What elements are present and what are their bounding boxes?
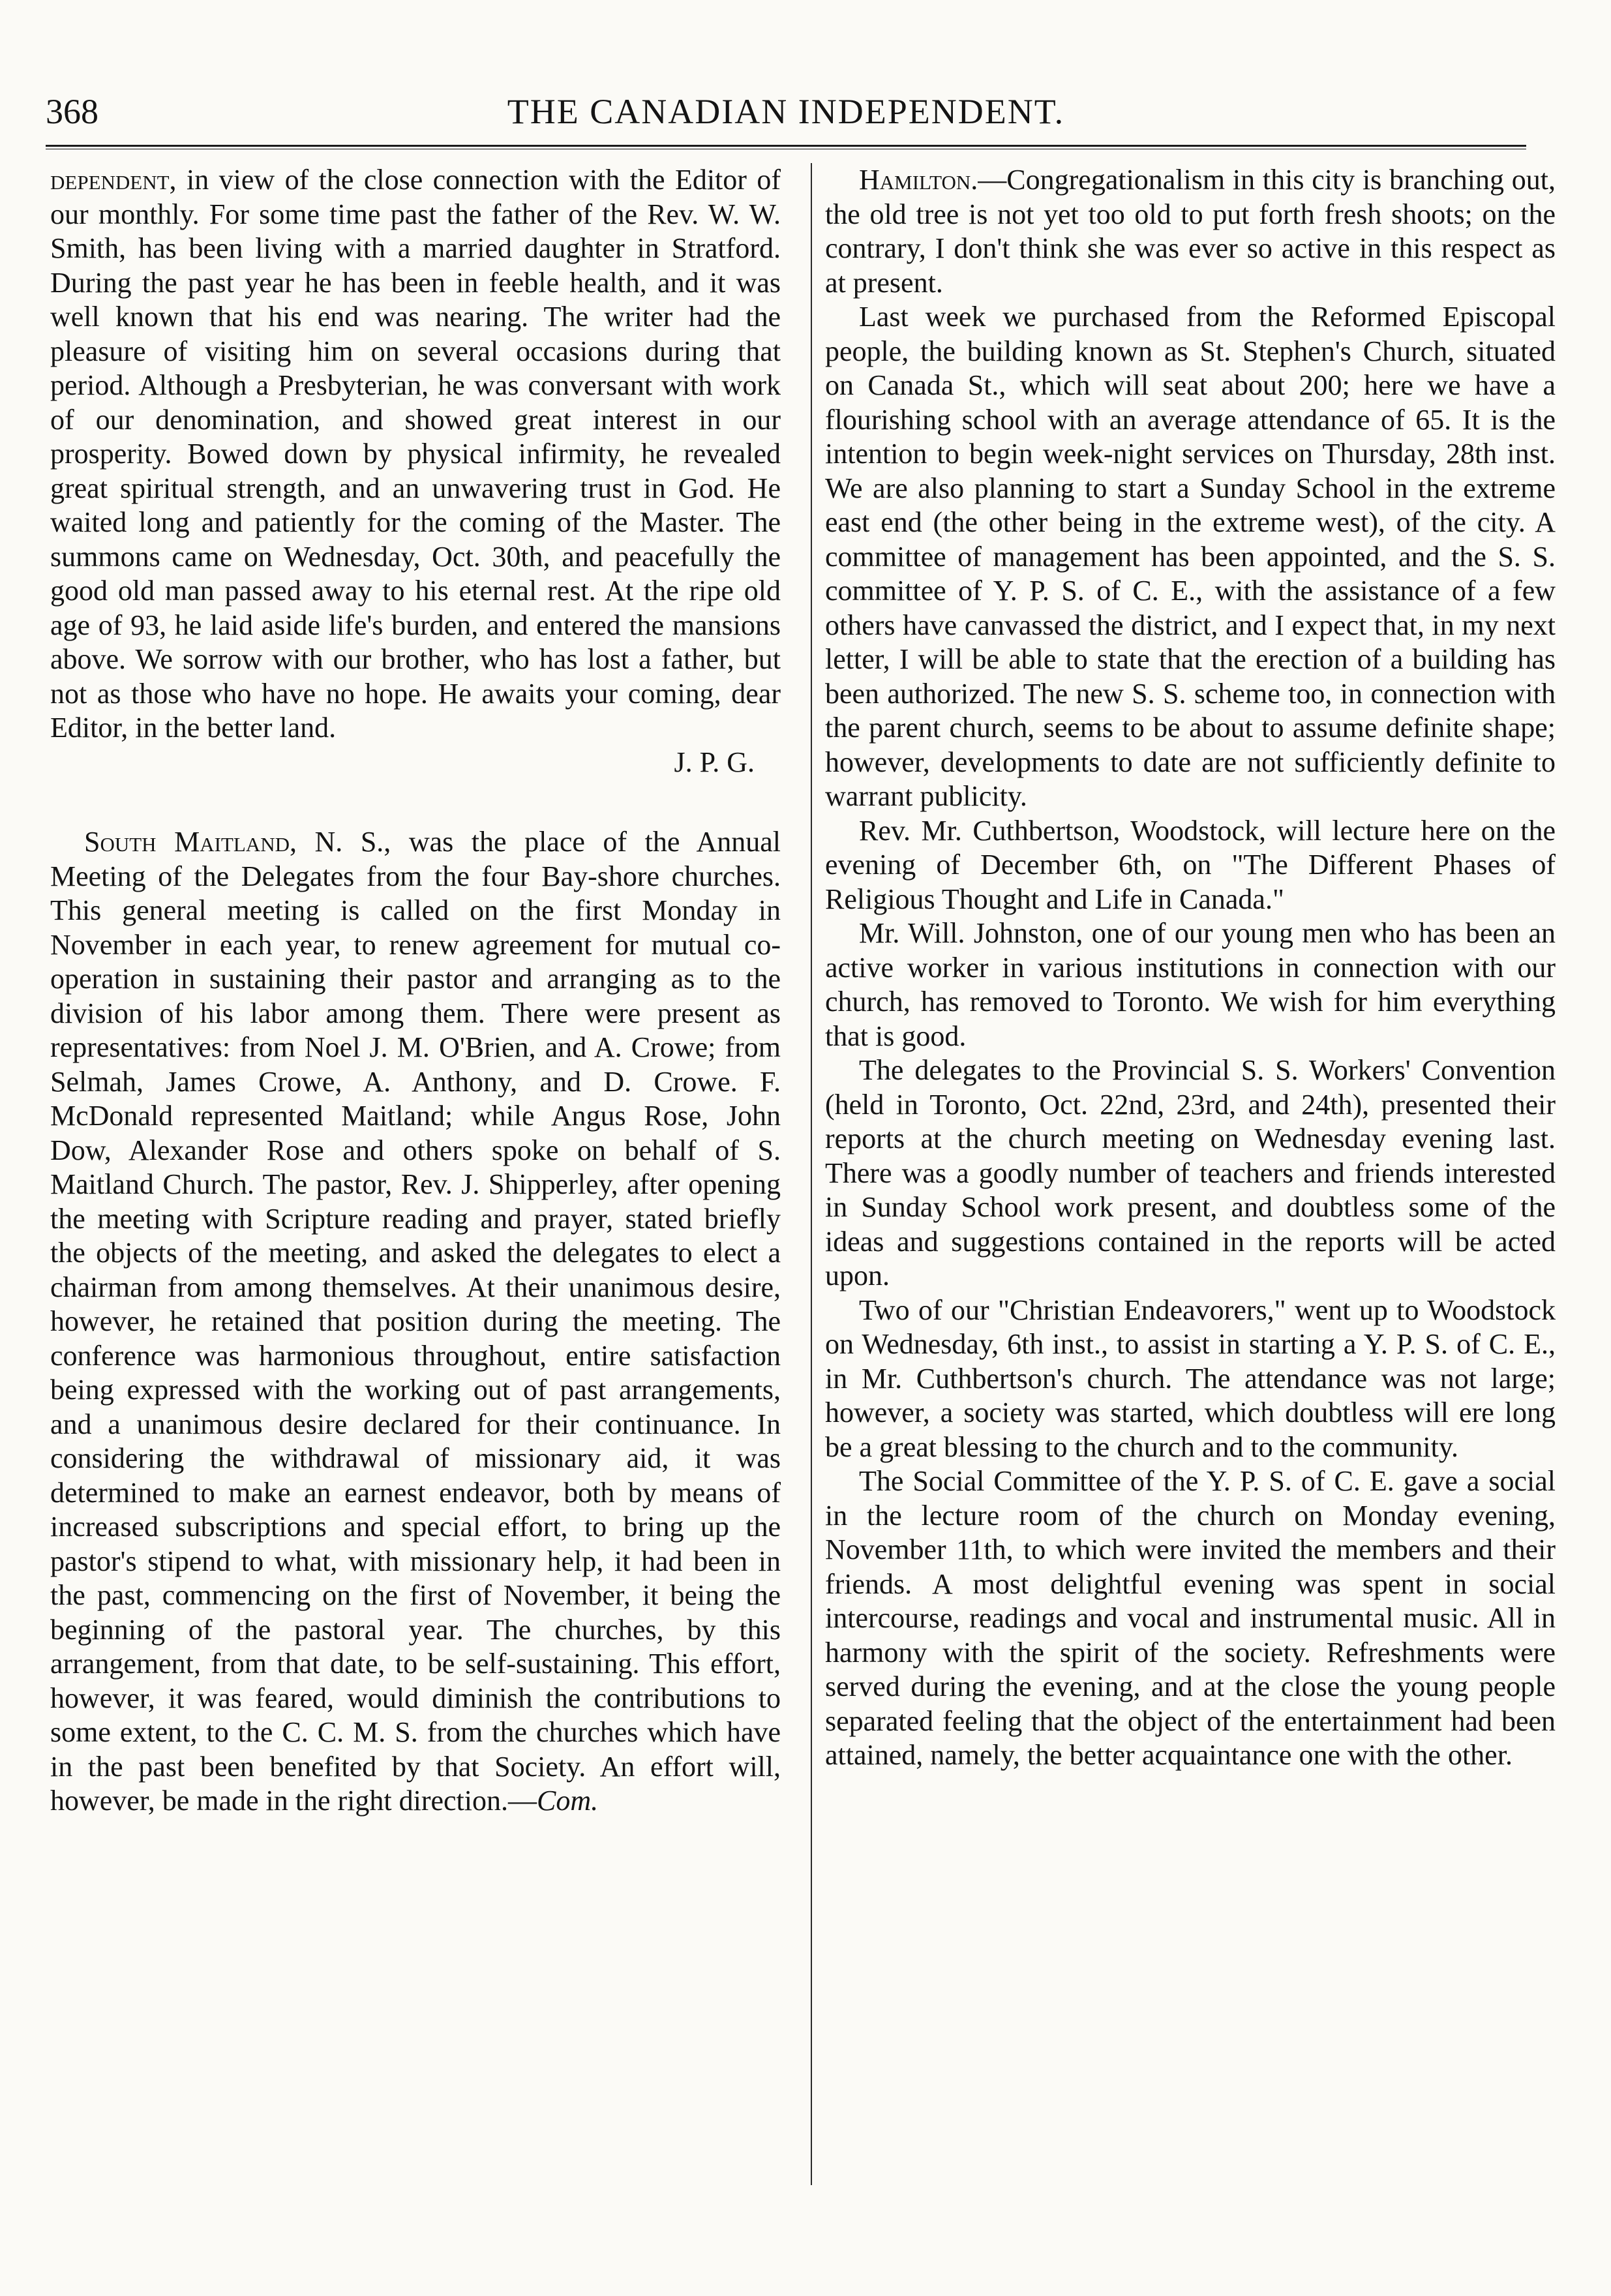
hamilton-paragraph [825, 163, 1556, 300]
lecture-paragraph: Rev. Mr. Cuthbertson, Woodstock, will lecture here on the evening of December 6th, on "The Different Phases of Religious Thought and Life in Canada." [825, 814, 1556, 915]
hamilton-text: —Congregationalism in this city is branching out, the old tree is not yet too old to put forth fresh shoots; on the contrary, I don't think she was ever so active in this respect as at present. [825, 164, 1556, 299]
johnston-paragraph: Mr. Will. Johnston, one of our young men who has been an active worker in various institutions in connection with our church, has removed to Toronto. We wish for him everything that is good. [825, 917, 1556, 1052]
endeavorers-paragraph: Two of our "Christian Endeavorers," went up to Woodstock on Wednesday, 6th inst., to assist in starting a Y. P. S. of C. E., in Mr. Cuthbertson's church. The attendance was not large; however, a society was started, which doubtless will ere long be a great blessing to the church and to the community. [825, 1293, 1556, 1463]
obituary-signature: J. P. G. [674, 746, 755, 778]
obituary-paragraph [50, 163, 781, 746]
header-rule [46, 145, 1526, 147]
page-header [46, 91, 1526, 144]
church-purchase-paragraph: Last week we purchased from the Reformed Episcopal people, the building known as St. Stephen's Church, situated on Canada St., which will seat about 200; here we have a flourishing school with an average attendance of 65. It is the intention to begin week-night services on Thursday, 28th inst. We are also planning to start a Sunday School in the extreme east end (the other being in the extreme west), of the city. A committee of management has been appointed, and the S. S. committee of Y. P. S. of C. E., with the assistance of a few others have canvassed the district, and I expect that, in my next letter, I will be able to state that the erection of a building has been authorized. The new S. S. scheme too, in connection with the parent church, seems to be about to assume definite shape; however, developments to date are not sufficiently definite to warrant publicity. [825, 301, 1556, 812]
section-gap [50, 779, 781, 825]
south-maitland-lead: South Maitland, [84, 826, 297, 858]
obituary-text: in view of the close connection with the Editor of our monthly. For some time past the father of the Rev. W. W. Smith, has been living with a married daughter in Stratford. During the past year he has been in feeble health, and it was well known that his end was nearing. The writer had the pleasure of visiting him on several occasions during that period. Although a Presbyterian, he was conversant with work of our denomination, and showed great interest in our prosperity. Bowed down by physical infirmity, he revealed great spiritual strength, and an unwavering trust in God. He waited long and patiently for the coming of the Master. The summons came on Wednesday, Oct. 30th, and peacefully the good old man passed away to his eternal rest. At the ripe old age of 93, he laid aside life's burden, and entered the mansions above. We sorrow with our brother, who has lost a father, but not as those who have no hope. He awaits your coming, dear Editor, in the better land. [50, 164, 781, 744]
contributor-credit: Com. [537, 1785, 599, 1817]
south-maitland-paragraph [50, 825, 781, 1819]
social-paragraph: The Social Committee of the Y. P. S. of C. E. gave a social in the lecture room of the church on Monday evening, November 11th, to which were invited the members and their friends. A most delightful evening was spent in social intercourse, readings and vocal and instrumental music. All in harmony with the spirit of the society. Refreshments were served during the evening, and at the close the young people separated feeling that the object of the entertainment had been attained, namely, the better acquaintance one with the other. [825, 1465, 1556, 1771]
obituary-lead: dependent, [50, 164, 177, 196]
south-maitland-text: N. S., was the place of the Annual Meeting of the Delegates from the four Bay-shore churches. This general meeting is called on the first Monday in November in each year, to renew agreement for mutual co-operation in sustaining their pastor and arranging as to the division of his labor among them. There were present as representatives: from Noel J. M. O'Brien, and A. Crowe; from Selmah, James Crowe, A. Anthony, and D. Crowe. F. McDonald represented Maitland; while Angus Rose, John Dow, Alexander Rose and others spoke on behalf of S. Maitland Church. The pastor, Rev. J. Shipperley, after opening the meeting with Scripture reading and prayer, stated briefly the objects of the meeting, and asked the delegates to elect a chairman from among themselves. At their unanimous desire, however, he retained that position during the meeting. The conference was harmonious throughout, entire satisfaction being expressed with the working out of past arrangements, and a unanimous desire declared for their continuance. In considering the withdrawal of missionary aid, it was determined to make an earnest endeavor, both by means of increased subscriptions and special effort, to bring up the pastor's stipend to what, with missionary help, it had been in the past, commencing on the first of November, it being the beginning of the pastoral year. The churches, by this arrangement, from that date, to be self-sustaining. This effort, however, it was feared, would diminish the contributions to some extent, to the C. C. M. S. from the churches which have in the past been benefited by that Society. An effort will, however, be made in the right direction.— [50, 826, 781, 1817]
left-column [50, 163, 781, 1819]
running-title: THE CANADIAN INDEPENDENT. [507, 92, 1065, 131]
convention-paragraph: The delegates to the Provincial S. S. Workers' Convention (held in Toronto, Oct. 22nd, 23rd, and 24th), presented their reports at the church meeting on Wednesday evening last. There was a goodly number of teachers and friends interested in Sunday School work present, and doubtless some of the ideas and suggestions contained in the reports will be acted upon. [825, 1054, 1556, 1292]
page-number: 368 [46, 92, 98, 131]
hamilton-lead: Hamilton. [859, 164, 978, 196]
right-column [825, 163, 1556, 1773]
column-divider [811, 163, 812, 2185]
